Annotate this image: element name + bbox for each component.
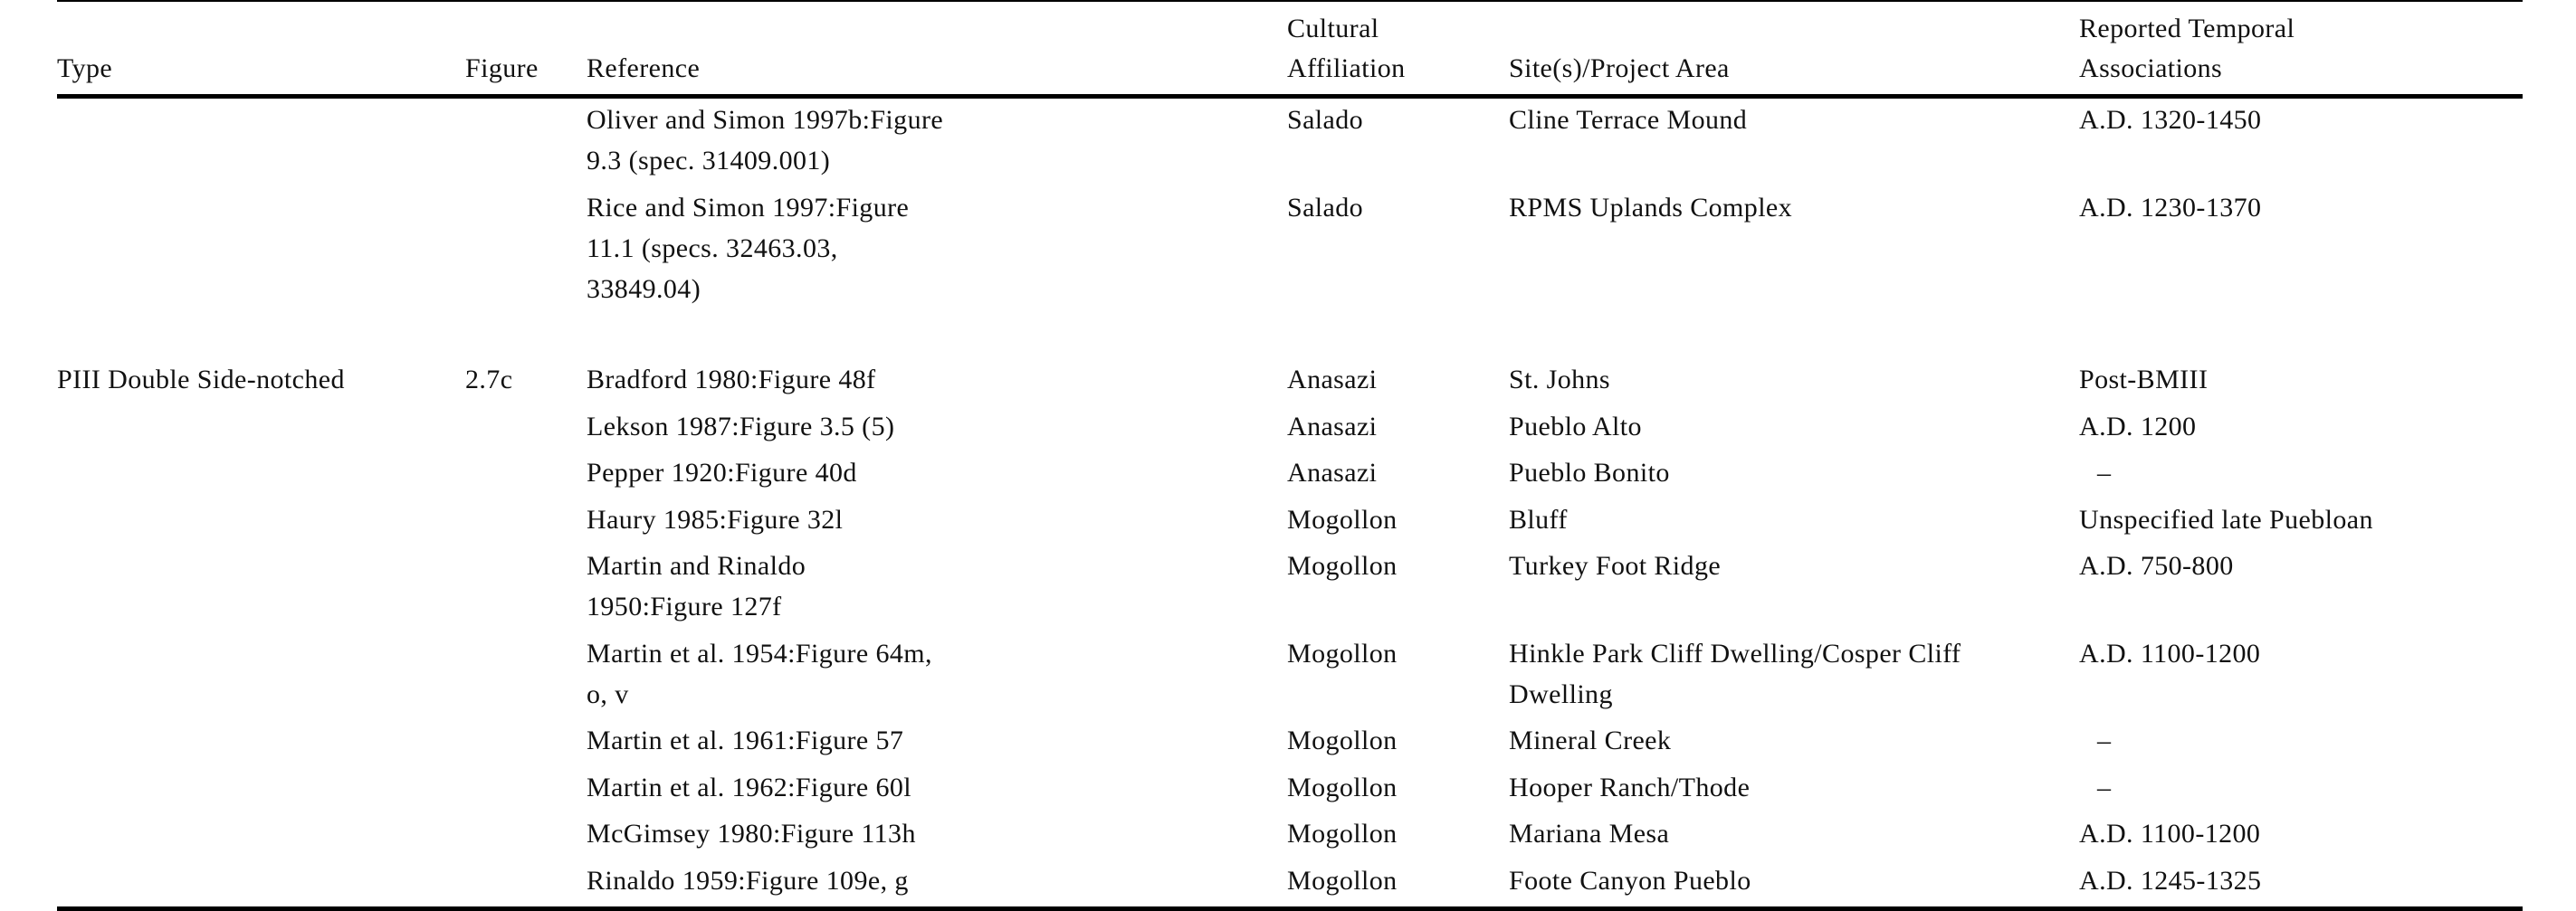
affiliation-cell: Anasazi [1287,365,1378,394]
temporal-cell: A.D. 1245-1325 [2079,865,2262,896]
table-header [57,2,2523,99]
temporal-cell: A.D. 1100-1200 [2079,638,2261,669]
header-sites: Site(s)/Project Area [1509,53,1730,83]
site-cell: Hooper Ranch/Thode [1509,772,1751,802]
site-cell: Foote Canyon Pueblo [1509,865,1751,896]
header-temporal: Reported Temporal Associations [2079,14,2295,83]
temporal-cell: – [2097,726,2112,755]
site-cell: Bluff [1509,504,1568,535]
temporal-cell: A.D. 1100-1200 [2079,819,2261,849]
reference-cell: McGimsey 1980:Figure 113h [587,819,916,849]
table-body [57,100,2523,911]
table-row [57,499,2523,546]
site-cell: Mariana Mesa [1509,819,1670,849]
temporal-cell: A.D. 1200 [2079,411,2197,441]
site-cell: Pueblo Alto [1509,411,1642,441]
site-cell: Mineral Creek [1509,726,1672,755]
site-cell: Pueblo Bonito [1509,458,1670,488]
reference-cell: Martin et al. 1954:Figure 64m, o, v [587,638,932,709]
table-row [57,406,2523,453]
type-cell: PIII Double Side-notched [57,365,345,394]
header-reference: Reference [587,53,701,83]
affiliation-cell: Mogollon [1287,819,1398,849]
table-row [57,767,2523,814]
affiliation-cell: Mogollon [1287,551,1398,581]
reference-cell: Pepper 1920:Figure 40d [587,458,857,488]
affiliation-cell: Mogollon [1287,504,1398,535]
temporal-cell: A.D. 1230-1370 [2079,192,2262,223]
table-row [57,452,2523,499]
reference-cell: Oliver and Simon 1997b:Figure 9.3 (spec. 31409.001) [587,105,944,176]
temporal-cell: Post-BMIII [2079,365,2209,394]
site-cell: St. Johns [1509,365,1610,394]
reference-cell: Martin et al. 1962:Figure 60l [587,772,912,802]
affiliation-cell: Mogollon [1287,772,1398,802]
affiliation-cell: Mogollon [1287,726,1398,755]
table-row [57,813,2523,860]
site-cell: RPMS Uplands Complex [1509,192,1793,223]
reference-cell: Lekson 1987:Figure 3.5 (5) [587,411,895,441]
table-row [57,187,2523,316]
reference-cell: Martin et al. 1961:Figure 57 [587,726,904,755]
temporal-cell: A.D. 750-800 [2079,551,2234,581]
site-cell: Cline Terrace Mound [1509,105,1748,135]
reference-cell: Haury 1985:Figure 32l [587,504,844,535]
reference-cell: Rinaldo 1959:Figure 109e, g [587,865,909,896]
figure-cell: 2.7c [465,365,513,394]
table-row [57,860,2523,907]
site-cell: Hinkle Park Cliff Dwelling/Cosper Cliff Dwelling [1509,638,1961,709]
affiliation-cell: Anasazi [1287,458,1378,488]
site-cell: Turkey Foot Ridge [1509,551,1722,581]
header-figure: Figure [465,53,539,83]
table-row [57,546,2523,633]
table-row [57,100,2523,187]
table-row [57,633,2523,721]
reference-table [57,0,2523,911]
reference-cell: Rice and Simon 1997:Figure 11.1 (specs. 32463.03, 33849.04) [587,192,910,304]
affiliation-cell: Mogollon [1287,865,1398,896]
header-cultural-affiliation: Cultural Affiliation [1287,14,1406,83]
temporal-cell: – [2097,458,2112,488]
affiliation-cell: Anasazi [1287,411,1378,441]
temporal-cell: Unspecified late Puebloan [2079,504,2373,535]
temporal-cell: A.D. 1320-1450 [2079,105,2262,135]
affiliation-cell: Mogollon [1287,638,1398,669]
affiliation-cell: Salado [1287,192,1364,223]
table-row [57,720,2523,767]
table-row [57,359,2523,406]
header-type: Type [57,53,113,83]
temporal-cell: – [2097,772,2112,802]
reference-cell: Martin and Rinaldo 1950:Figure 127f [587,551,806,622]
reference-cell: Bradford 1980:Figure 48f [587,365,876,394]
affiliation-cell: Salado [1287,105,1364,135]
